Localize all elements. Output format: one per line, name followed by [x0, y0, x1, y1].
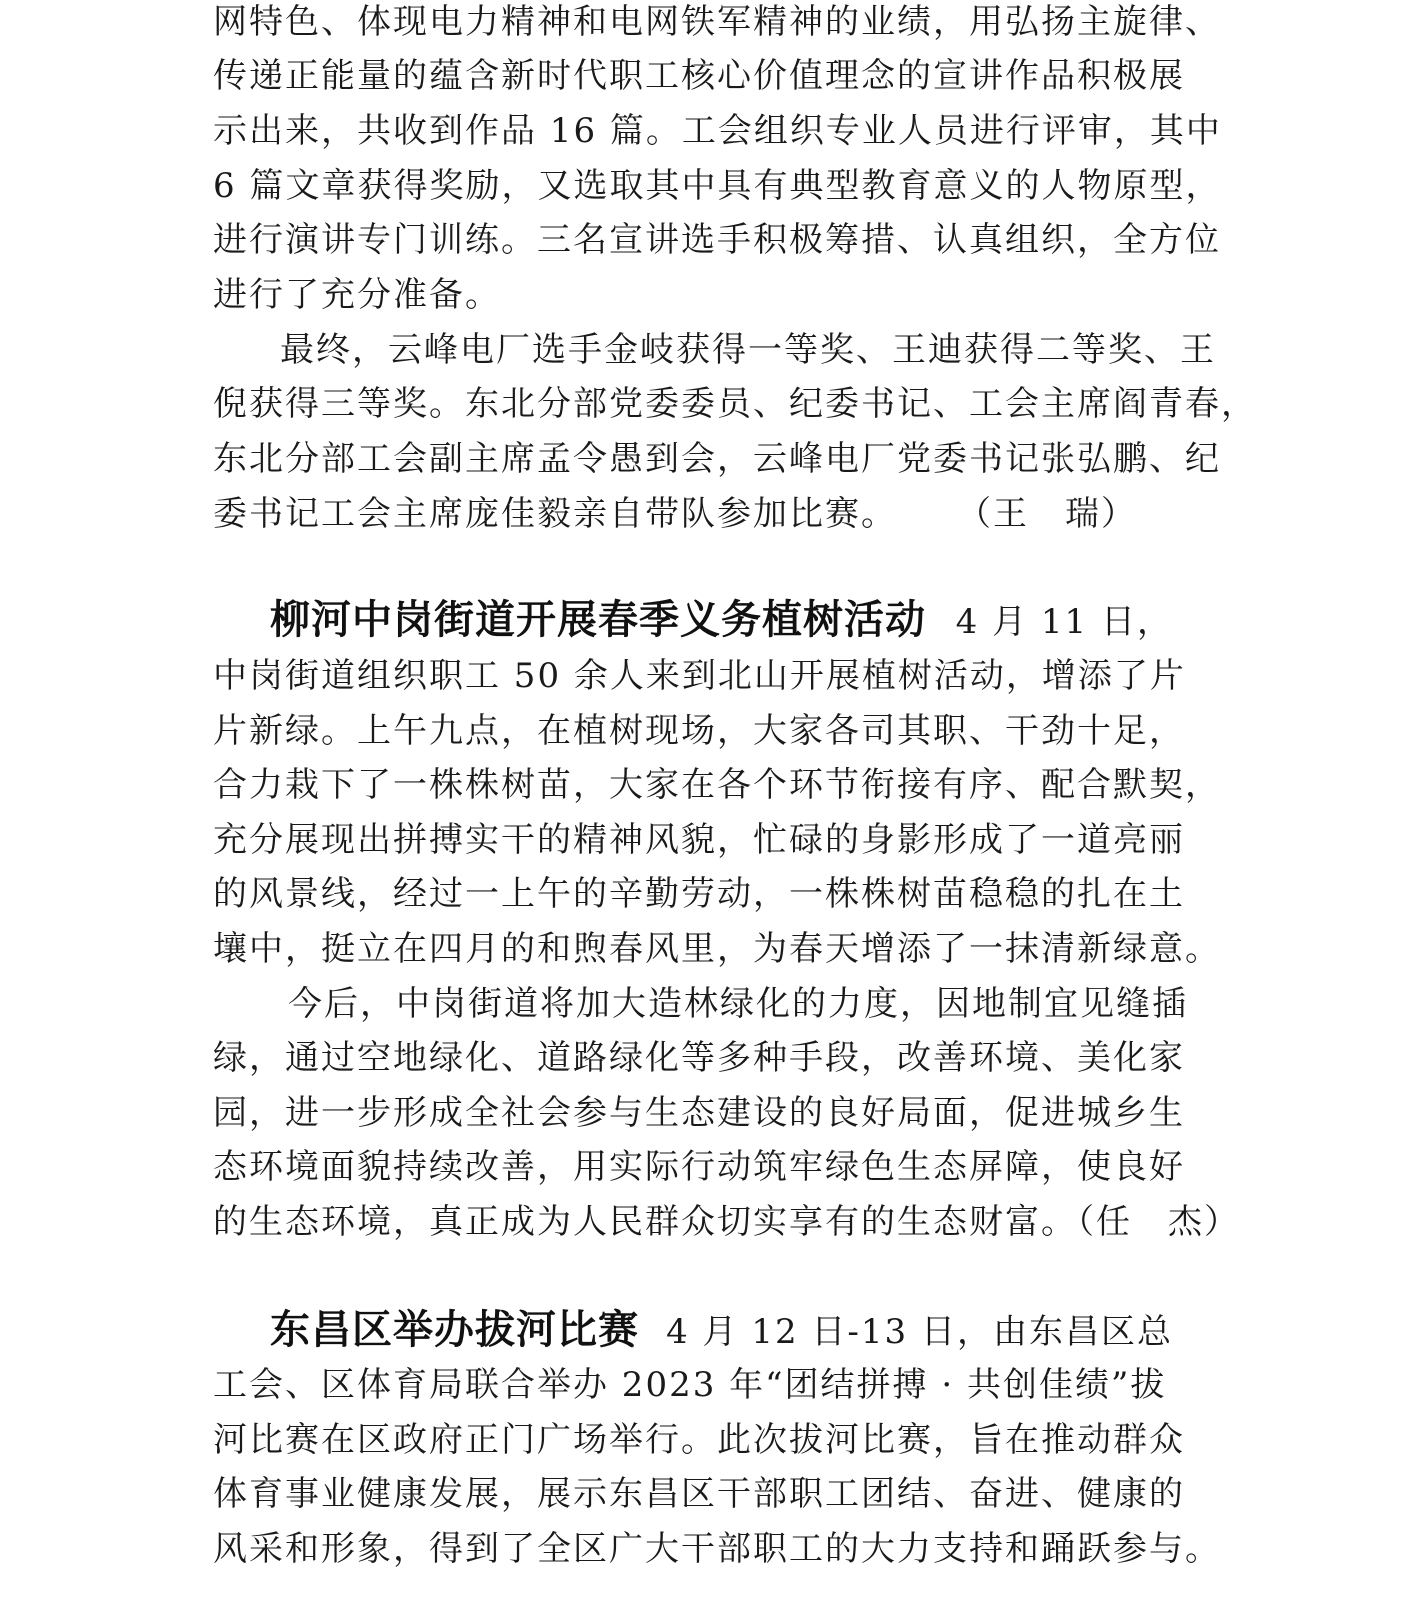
article1-line-2: 传递正能量的蕴含新时代职工核心价值理念的宣讲作品积极展	[213, 56, 1185, 96]
article2-line-11: 的生态环境，真正成为人民群众切实享有的生态财富。（任 杰）	[213, 1202, 1240, 1242]
article2-line-8: 绿，通过空地绿化、道路绿化等多种手段，改善环境、美化家	[213, 1038, 1185, 1078]
article1-line-7: 最终，云峰电厂选手金岐获得一等奖、王迪获得二等奖、王	[280, 330, 1216, 370]
article1-line-3: 示出来，共收到作品 16 篇。工会组织专业人员进行评审，其中	[213, 111, 1222, 151]
article1-author: （王 瑞）	[957, 494, 1137, 534]
article1-line-10	[213, 486, 1173, 542]
article2-line-6: 壤中，挺立在四月的和煦春风里，为春天增添了一抹清新绿意。	[213, 929, 1221, 969]
article3-headline: 东昌区举办拔河比赛	[270, 1307, 639, 1353]
article3-line-1: 工会、区体育局联合举办 2023 年“团结拼搏 · 共创佳绩”拔	[213, 1365, 1167, 1405]
article2-line-7: 今后，中岗街道将加大造林绿化的力度，因地制宜见缝插	[288, 984, 1188, 1024]
article1-line-6: 进行了充分准备。	[213, 275, 501, 315]
article2-lead-text: 4 月 11 日，	[955, 602, 1173, 642]
article1-line-9: 东北分部工会副主席孟令愚到会，云峰电厂党委书记张弘鹏、纪	[213, 439, 1221, 479]
article3-line-4: 风采和形象，得到了全区广大干部职工的大力支持和踊跃参与。	[213, 1529, 1221, 1569]
article3-lead-text: 4 月 12 日-13 日，由东昌区总	[666, 1312, 1173, 1352]
article1-line-5: 进行演讲专门训练。三名宣讲选手积极筹措、认真组织，全方位	[213, 220, 1221, 260]
article3-line-3: 体育事业健康发展，展示东昌区干部职工团结、奋进、健康的	[213, 1474, 1185, 1514]
article1-line-10-text: 委书记工会主席庞佳毅亲自带队参加比赛。	[213, 494, 897, 534]
article2-headline: 柳河中岗街道开展春季义务植树活动	[270, 597, 926, 643]
article2-line-4: 充分展现出拼搏实干的精神风貌，忙碌的身影形成了一道亮丽	[213, 820, 1185, 860]
article1-line-8: 倪获得三等奖。东北分部党委委员、纪委书记、工会主席阎青春，	[213, 384, 1257, 424]
article2-line-2: 片新绿。上午九点，在植树现场，大家各司其职、干劲十足，	[213, 711, 1185, 751]
article2-line-5: 的风景线，经过一上午的辛勤劳动，一株株树苗稳稳的扎在土	[213, 874, 1185, 914]
article2-line-3: 合力栽下了一株株树苗，大家在各个环节衔接有序、配合默契，	[213, 765, 1221, 805]
article3-lead-line	[270, 1302, 1173, 1358]
article2-lead-line	[270, 592, 1173, 648]
article1-line-1: 网特色、体现电力精神和电网铁军精神的业绩，用弘扬主旋律、	[213, 2, 1221, 42]
article2-line-9: 园，进一步形成全社会参与生态建设的良好局面，促进城乡生	[213, 1093, 1185, 1133]
article2-line-10: 态环境面貌持续改善，用实际行动筑牢绿色生态屏障，使良好	[213, 1147, 1185, 1187]
article1-line-4: 6 篇文章获得奖励，又选取其中具有典型教育意义的人物原型，	[213, 166, 1222, 206]
article2-line-1: 中岗街道组织职工 50 余人来到北山开展植树活动，增添了片	[213, 656, 1186, 696]
article3-line-2: 河比赛在区政府正门广场举行。此次拔河比赛，旨在推动群众	[213, 1420, 1185, 1460]
